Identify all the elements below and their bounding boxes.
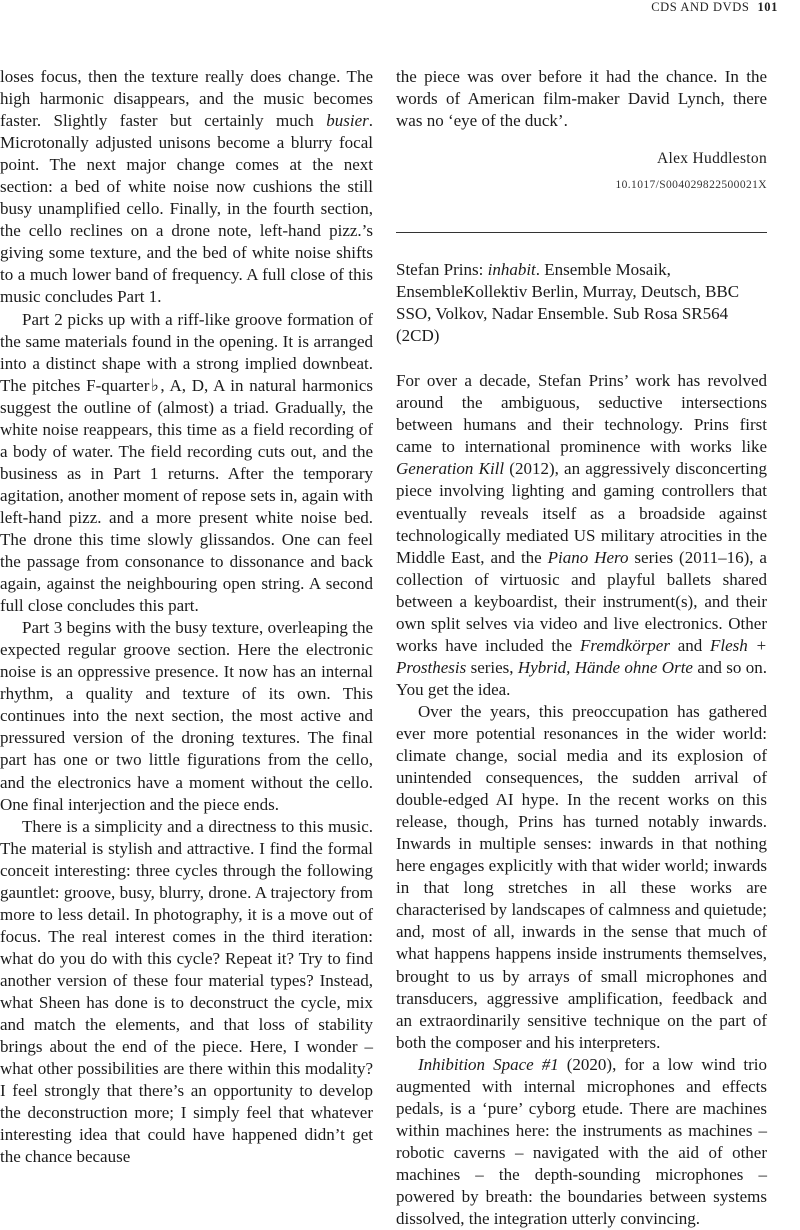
text-run: . Ensemble Mosaik, EnsembleKollektiv Berlin, Murray, Deutsch, BBC SSO, Volkov, Nadar Ensemble. Sub Rosa SR564 (2CD) — [396, 260, 740, 346]
work-title: Hybrid, Hände ohne Orte — [517, 657, 693, 677]
text-run: series, — [466, 657, 518, 677]
text-run: Stefan Prins: — [396, 260, 488, 280]
left-column — [0, 66, 373, 1168]
doi: 10.1017/S004029822500021X — [615, 179, 767, 192]
review-heading — [396, 259, 767, 347]
text-run: (2012), an aggressively disconcerting piece involving lighting and gaming controllers that eventually reveals itself as a broadside against technologically mediated US military atrocities in the Middle East, and the — [396, 459, 767, 567]
text-run: loses focus, then the texture really does change. The high harmonic disappears, and the music becomes faster. Slightly faster but certainly much — [0, 67, 373, 131]
album-title: inhabit — [487, 260, 536, 280]
paragraph: the piece was over before it had the chance. In the words of American film-maker David Lynch, there was no ‘eye of the duck’. — [396, 67, 767, 131]
reviewer-name: Alex Huddleston — [657, 150, 767, 168]
text-run: and — [669, 635, 711, 655]
text-run: For over a decade, Stefan Prins’ work has revolved around the ambiguous, seductive intersections between humans and their technology. Prins first came to international prominence with works like — [396, 371, 767, 457]
work-title: Inhibition Space #1 — [418, 1054, 559, 1074]
running-header — [651, 0, 778, 15]
right-column — [396, 66, 767, 1230]
text-run: . Microtonally adjusted unisons become a blurry focal point. The next major change comes at the next section: a bed of white noise now cushions the still busy unamplified cello. Finally, in the fourth section, the cello reclines on a drone note, left-hand pizz.’s giving some texture, and the bed of white noise shifts to a much lower band of frequency. A full close of this music concludes Part 1. — [0, 111, 373, 307]
work-title: Generation Kill — [396, 459, 505, 479]
work-title: Piano Hero — [547, 547, 629, 567]
paragraph — [396, 1054, 767, 1230]
section-divider — [396, 232, 767, 233]
page-number: 101 — [757, 0, 778, 14]
paragraph — [396, 370, 767, 701]
work-title: Flesh + Prosthesis — [396, 635, 768, 677]
running-title: CDS AND DVDS — [651, 0, 750, 14]
text-run: series (2011–16), a collection of virtuosic and playful ballets shared between a keyboardist, their instrument(s), and their own split selves via video and live electronics. Other works have included the — [396, 547, 767, 655]
paragraph: Over the years, this preoccupation has gathered ever more potential resonances in the wider world: climate change, social media and its explosion of unintended consequences, the sudden arrival of double-edged AI hype. In the recent works on this release, though, Prins has turned notably inwards. Inwards in multiple senses: inwards in that nothing here engages explicitly with that wider world; inwards in that long stretches in all these works are characterised by landscapes of calmness and quietude; and, most of all, inwards in the sense that much of what happens happens inside instruments themselves, brought to us by arrays of small microphones and transducers, aggressive amplification, feedback and an extraordinarily sensitive technique on the part of both the composer and his interpreters. — [396, 701, 767, 1052]
text-run: (2020), for a low wind trio augmented with internal microphones and effects pedals, is a ‘pure’ cyborg etude. There are machines within machines here: the instruments as machines – robotic caverns – navigated with the aid of other machines – the depth-sounding microphones – powered by breath: the boundaries between systems dissolved, the integration utterly convincing. — [396, 1054, 767, 1229]
paragraph: There is a simplicity and a directness to this music. The material is stylish and attractive. I find the formal conceit interesting: three cycles through the following gauntlet: groove, busy, blurry, drone. A trajectory from more to less detail. In photography, it is a move out of focus. The real interest comes in the third iteration: what do you do with this cycle? Repeat it? Try to find another version of these four material types? Instead, what Sheen has done is to deconstruct the cycle, mix and match the elements, and that loss of stability brings about the end of the piece. Here, I wonder – what other possibilities are there within this modality? I feel strongly that there’s an opportunity to develop the deconstruction more; I simply feel that whatever interesting idea that could have happened didn’t get the chance because — [0, 816, 373, 1167]
paragraph: Part 2 picks up with a riff-like groove formation of the same materials found in the opening. It is arranged into a distinct shape with a strong implied downbeat. The pitches F-quarter♭, A, D, A in natural harmonics suggest the outline of (almost) a triad. Gradually, the white noise reappears, this time as a field recording of a body of water. The field recording cuts out, and the business as in Part 1 returns. After the temporary agitation, another moment of repose sets in, again with left-hand pizz. and a more present white noise bed. The drone this time slowly glissandos. One can feel the passage from consonance to dissonance and back again, against the neighbouring open string. A second full close concludes this part. — [0, 309, 373, 616]
paragraph — [0, 66, 373, 309]
emphasis: busier — [326, 111, 369, 131]
text-run: and so on. You get the idea. — [396, 657, 767, 699]
paragraph: Part 3 begins with the busy texture, overleaping the expected regular groove section. Here the electronic noise is an oppressive presence. It now has an internal rhythm, a quality and texture of its own. This continues into the next section, the most active and pressured version of the droning textures. The final part has one or two little figurations from the cello, and the electronics have a moment without the cello. One final interjection and the piece ends. — [0, 618, 373, 814]
work-title: Fremdkörper — [579, 635, 670, 655]
